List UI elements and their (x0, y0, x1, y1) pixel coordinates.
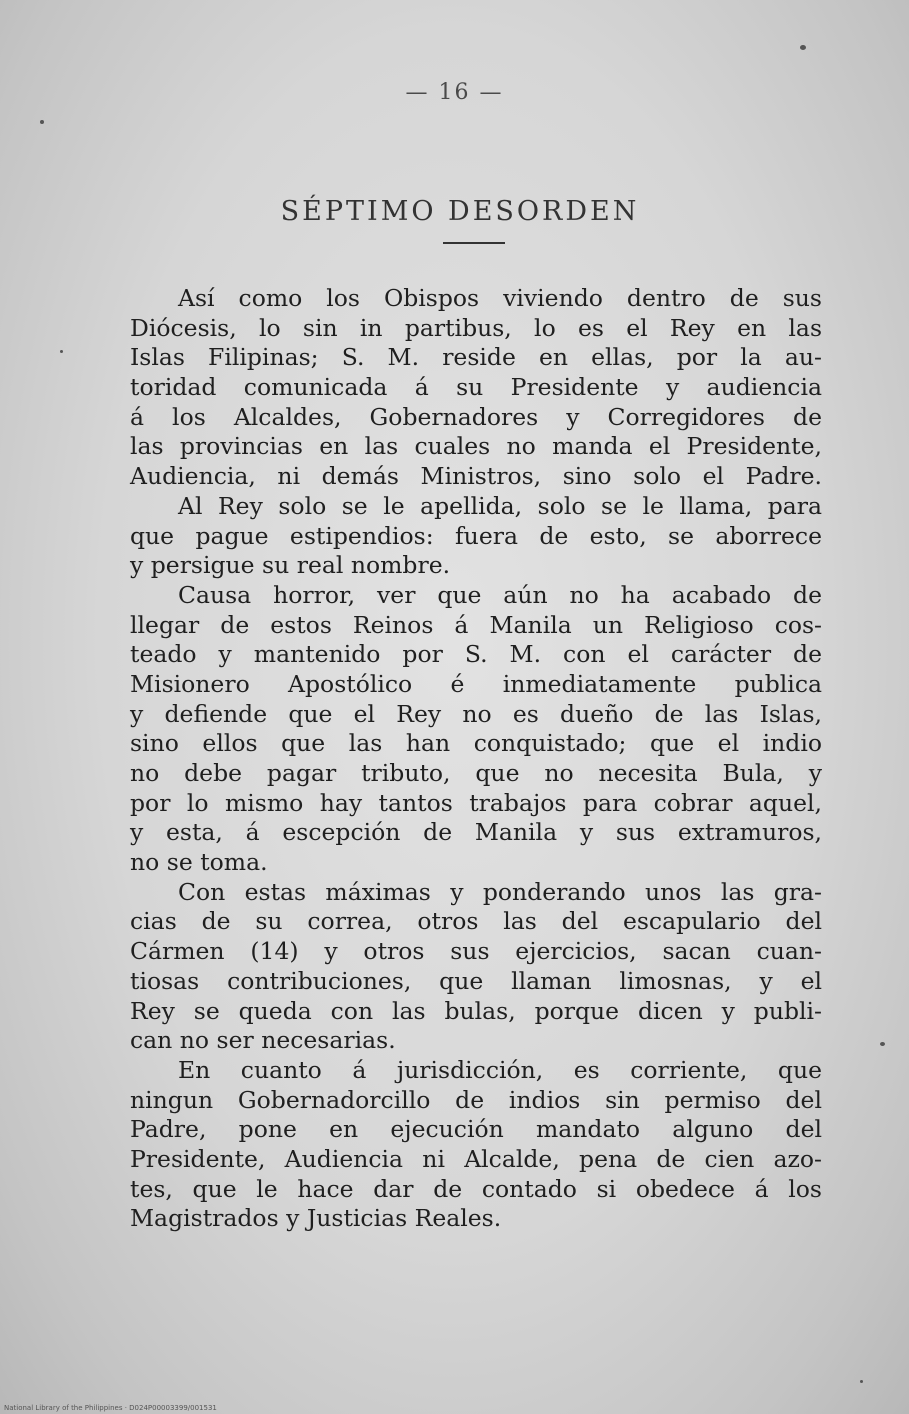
text-line: En cuanto á jurisdicción, es corriente, que (178, 1055, 822, 1084)
paper-speck (800, 45, 806, 50)
text-line: y defiende que el Rey no es dueño de las Islas, (130, 699, 822, 728)
text-line: Diócesis, lo sin in partibus, lo es el Rey en las (130, 313, 822, 342)
text-line: Audiencia, ni demás Ministros, sino solo el Padre. (130, 462, 822, 491)
paper-speck (60, 350, 63, 353)
text-line: Así como los Obispos viviendo dentro de sus (178, 284, 822, 312)
text-line: Rey se queda con las bulas, porque dicen y publi- (130, 996, 822, 1025)
text-line: que pague estipendios: fuera de esto, se aborrece (130, 521, 822, 550)
text-line: toridad comunicada á su Presidente y audiencia (130, 373, 822, 402)
text-line: Padre, pone en ejecución mandato alguno del (130, 1115, 822, 1144)
text-line: ningun Gobernadorcillo de indios sin permiso del (130, 1085, 822, 1114)
text-line: teado y mantenido por S. M. con el carácter de (130, 640, 822, 669)
text-line: Causa horror, ver que aún no ha acabado de (178, 580, 822, 609)
text-line: y persigue su real nombre. (130, 551, 451, 580)
text-line: llegar de estos Reinos á Manila un Religioso cos- (130, 610, 822, 639)
paper-speck (880, 1042, 885, 1046)
text-line: tes, que le hace dar de contado si obedece á los (130, 1174, 822, 1203)
body-text (130, 284, 822, 1234)
text-line: por lo mismo hay tantos trabajos para cobrar aquel, (130, 788, 822, 817)
title-divider (443, 242, 505, 244)
page-number: — 16 — (405, 80, 504, 105)
text-line: Misionero Apostólico é inmediatamente publica (130, 669, 822, 698)
text-line: no se toma. (130, 848, 268, 877)
paper-speck (40, 120, 44, 124)
text-line: Con estas máximas y ponderando unos las gra- (178, 877, 822, 906)
text-line: Magistrados y Justicias Reales. (130, 1204, 502, 1233)
text-line: á los Alcaldes, Gobernadores y Corregidores de (130, 402, 822, 431)
text-line: cias de su correa, otros las del escapulario del (130, 907, 822, 936)
section-title: SÉPTIMO DESORDEN (280, 196, 640, 227)
text-line: Cármen (14) y otros sus ejercicios, sacan cuan- (130, 937, 822, 966)
text-line: las provincias en las cuales no manda el Presidente, (130, 432, 822, 461)
text-line: Al Rey solo se le apellida, solo se le llama, para (178, 491, 822, 520)
text-line: sino ellos que las han conquistado; que el indio (130, 729, 822, 758)
text-line: can no ser necesarias. (130, 1026, 396, 1055)
text-line: Presidente, Audiencia ni Alcalde, pena de cien azo- (130, 1144, 822, 1173)
text-line: no debe pagar tributo, que no necesita Bula, y (130, 759, 822, 787)
text-line: y esta, á escepción de Manila y sus extramuros, (130, 818, 822, 847)
text-line: tiosas contribuciones, que llaman limosnas, y el (130, 966, 822, 995)
text-line: Islas Filipinas; S. M. reside en ellas, por la au- (130, 343, 822, 372)
archive-footer: National Library of the Philippines · D024P00003399/001531 (4, 1404, 217, 1412)
paper-speck (860, 1380, 863, 1383)
